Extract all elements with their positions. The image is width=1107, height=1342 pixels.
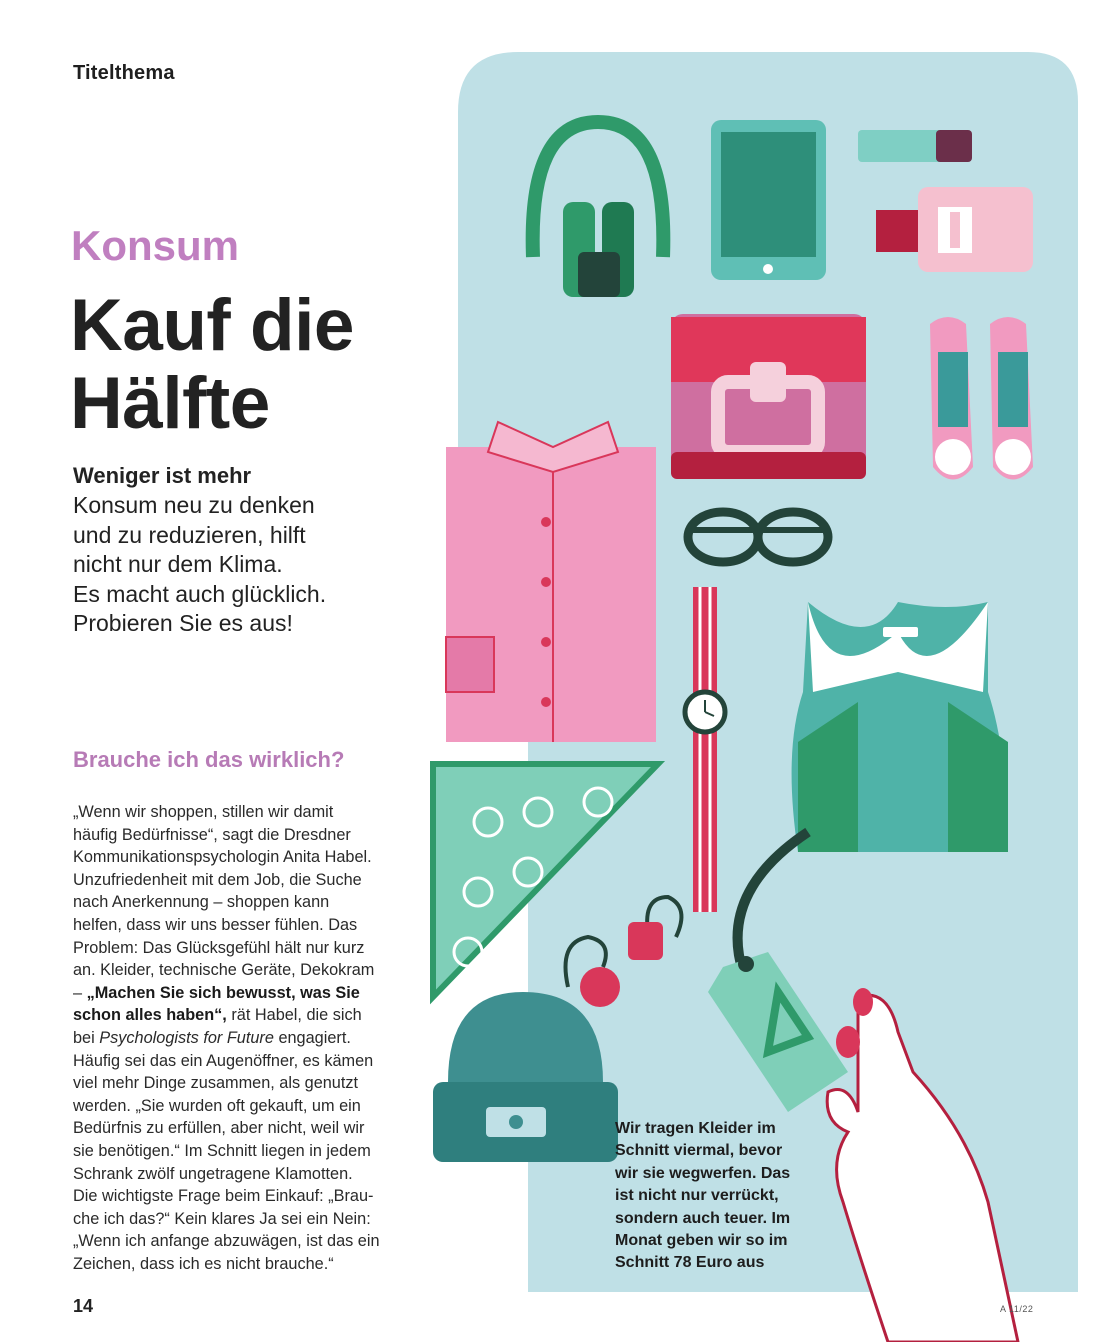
caption-line: Schnitt 78 Euro aus [615,1254,765,1272]
body-line [73,1027,423,1050]
body-quote-bold: schon alles haben“, [73,1006,227,1025]
body-text [73,801,423,1275]
body-line: Problem: Das Glücksgefühl hält nur kurz [73,938,365,957]
intro-line: nicht nur dem Klima. [73,551,283,577]
body-line: Schrank zwölf ungetragene Klamotten. [73,1164,353,1183]
caption-line: Schnitt viermal, bevor [615,1142,783,1160]
body-line: Bedürfnis zu erfüllen, aber nicht, weil wir [73,1119,365,1138]
body-italic: Psychologists for Future [99,1028,274,1047]
caption-line: Wir tragen Kleider im [615,1120,776,1137]
headline-line: Hälfte [70,363,270,444]
intro-line: Probieren Sie es aus! [73,610,293,636]
intro-line: und zu reduzieren, hilft [73,521,306,548]
shirt-icon [446,422,656,742]
page-number: 14 [73,1296,94,1316]
body-line: Unzufriedenheit mit dem Job, die Suche [73,870,362,889]
section-label: Titelthema [73,62,175,84]
body-line: Kommunikationspsychologin Anita Habel. [73,848,372,867]
caption-line: sondern auch teuer. Im [615,1209,791,1227]
body-line: an. Kleider, technische Geräte, Dekokram [73,961,375,980]
caption-line: Monat geben wir so im [615,1232,788,1250]
intro-text [73,491,393,639]
kicker: Konsum [71,222,239,269]
handbag-icon [671,314,866,479]
body-line [73,982,423,1005]
body-line: häufig Bedürfnisse“, sagt die Dresdner [73,825,351,844]
body-line: „Wenn ich anfange abzuwägen, ist das ein [73,1232,380,1251]
intro-line: Es macht auch glücklich. [73,580,327,607]
tank-top-icon [792,602,1008,852]
body-line: helfen, dass wir uns besser fühlen. Das [73,915,358,934]
body-line [73,1004,423,1027]
section-heading: Brauche ich das wirklich? [73,747,345,772]
body-line: sie benötigen.“ Im Schnitt liegen in jedem [73,1141,371,1160]
issue-code: A 11/22 [1000,1304,1034,1314]
body-line: werden. „Sie wurden oft gekauft, um ein [73,1096,361,1115]
body-fragment: engagiert. [273,1028,351,1047]
illustration-caption [615,1118,825,1275]
body-line: viel mehr Dinge zusammen, als genutzt [73,1074,359,1093]
body-line: nach Anerkennung – shoppen kann [73,893,330,912]
headline [70,287,354,443]
caption-line: wir sie wegwerfen. Das [615,1164,791,1182]
body-fragment: rät Habel, die sich [226,1006,362,1025]
body-line: Zeichen, dass ich es nicht brauche.“ [73,1254,334,1273]
body-line: Häufig sei das ein Augenöffner, es kämen [73,1051,374,1070]
body-line: Die wichtigste Frage beim Einkauf: „Brau- [73,1187,374,1206]
body-line: che ich das?“ Kein klares Ja sei ein Nein: [73,1209,371,1228]
body-fragment: bei [73,1028,100,1047]
intro-line: Konsum neu zu denken [73,492,315,518]
subhead: Weniger ist mehr [73,463,252,488]
body-line: „Wenn wir shoppen, stillen wir damit [73,803,334,821]
body-quote-bold: „Machen Sie sich bewusst, was Sie [86,983,360,1002]
caption-line: ist nicht nur verrückt, [615,1187,779,1205]
body-fragment: – [73,983,87,1002]
tablet-icon [711,120,826,280]
headline-line: Kauf die [70,285,354,366]
lip-balm-icon [858,130,972,162]
